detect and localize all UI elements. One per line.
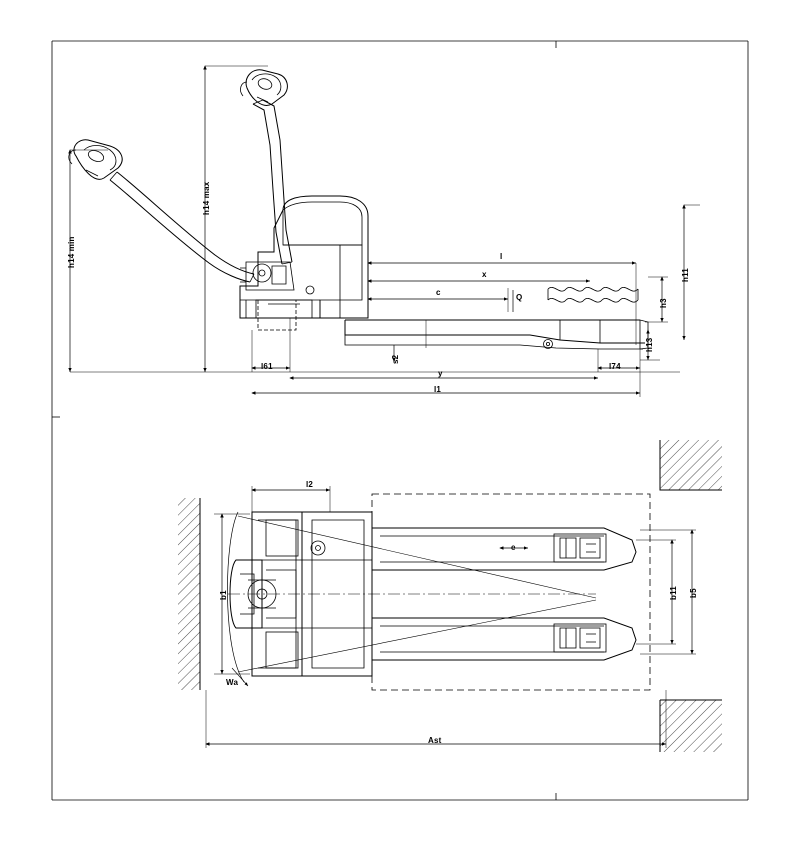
load-roller-lower [554, 624, 606, 652]
dim-label-h3: h3 [659, 298, 668, 308]
dim-label-l: l [500, 252, 503, 261]
dim-label-h13: h13 [645, 337, 654, 352]
dim-label-b11: b11 [669, 586, 678, 600]
tiller-head-raised [240, 70, 287, 106]
dim-label-h14min: h14 min [67, 236, 76, 268]
dim-label-y: y [438, 369, 443, 378]
dim-label-h14max: h14 max [202, 181, 211, 215]
dim-label-b5: b5 [689, 588, 698, 598]
dim-label-s2: s2 [391, 354, 400, 364]
wall-hatch-right-lower [660, 700, 722, 752]
sheet-frame [52, 41, 748, 800]
dim-label-c: c [436, 288, 441, 297]
dim-l [368, 263, 636, 345]
turning-radius-lines [228, 516, 596, 672]
dim-l1 [252, 349, 640, 397]
tiller-arm-raised [253, 100, 292, 264]
dim-h14max [205, 66, 268, 372]
tiller-arm-lowered [110, 172, 254, 282]
dim-label-l1: l1 [434, 385, 442, 394]
dim-label-b1: b1 [219, 590, 228, 600]
dim-h14min [70, 150, 680, 372]
load-roller-upper [554, 534, 606, 562]
load-symbol [548, 287, 638, 302]
pallet-outline [372, 494, 650, 690]
drive-wheel [258, 300, 296, 330]
wall-hatch-right-upper [660, 440, 722, 490]
tiller-pivot [240, 262, 314, 294]
side-elevation-view [69, 66, 700, 397]
plan-view [178, 440, 722, 752]
dim-label-Q: Q [516, 293, 523, 302]
dim-label-x: x [482, 270, 487, 279]
dim-label-e: e [511, 543, 516, 552]
dim-label-Ast: Ast [428, 736, 442, 745]
chassis-detail [256, 300, 312, 318]
wall-hatch-left [178, 498, 200, 690]
tiller-head-lowered [69, 140, 122, 180]
dim-label-h11: h11 [681, 268, 690, 282]
dim-l2 [252, 486, 330, 512]
dim-label-l61: l61 [261, 362, 273, 371]
dim-label-Wa: Wa [226, 678, 239, 687]
dim-label-l74: l74 [609, 362, 621, 371]
fork-profile [345, 320, 648, 349]
dim-label-l2: l2 [306, 480, 314, 489]
dim-b5 [640, 530, 696, 654]
